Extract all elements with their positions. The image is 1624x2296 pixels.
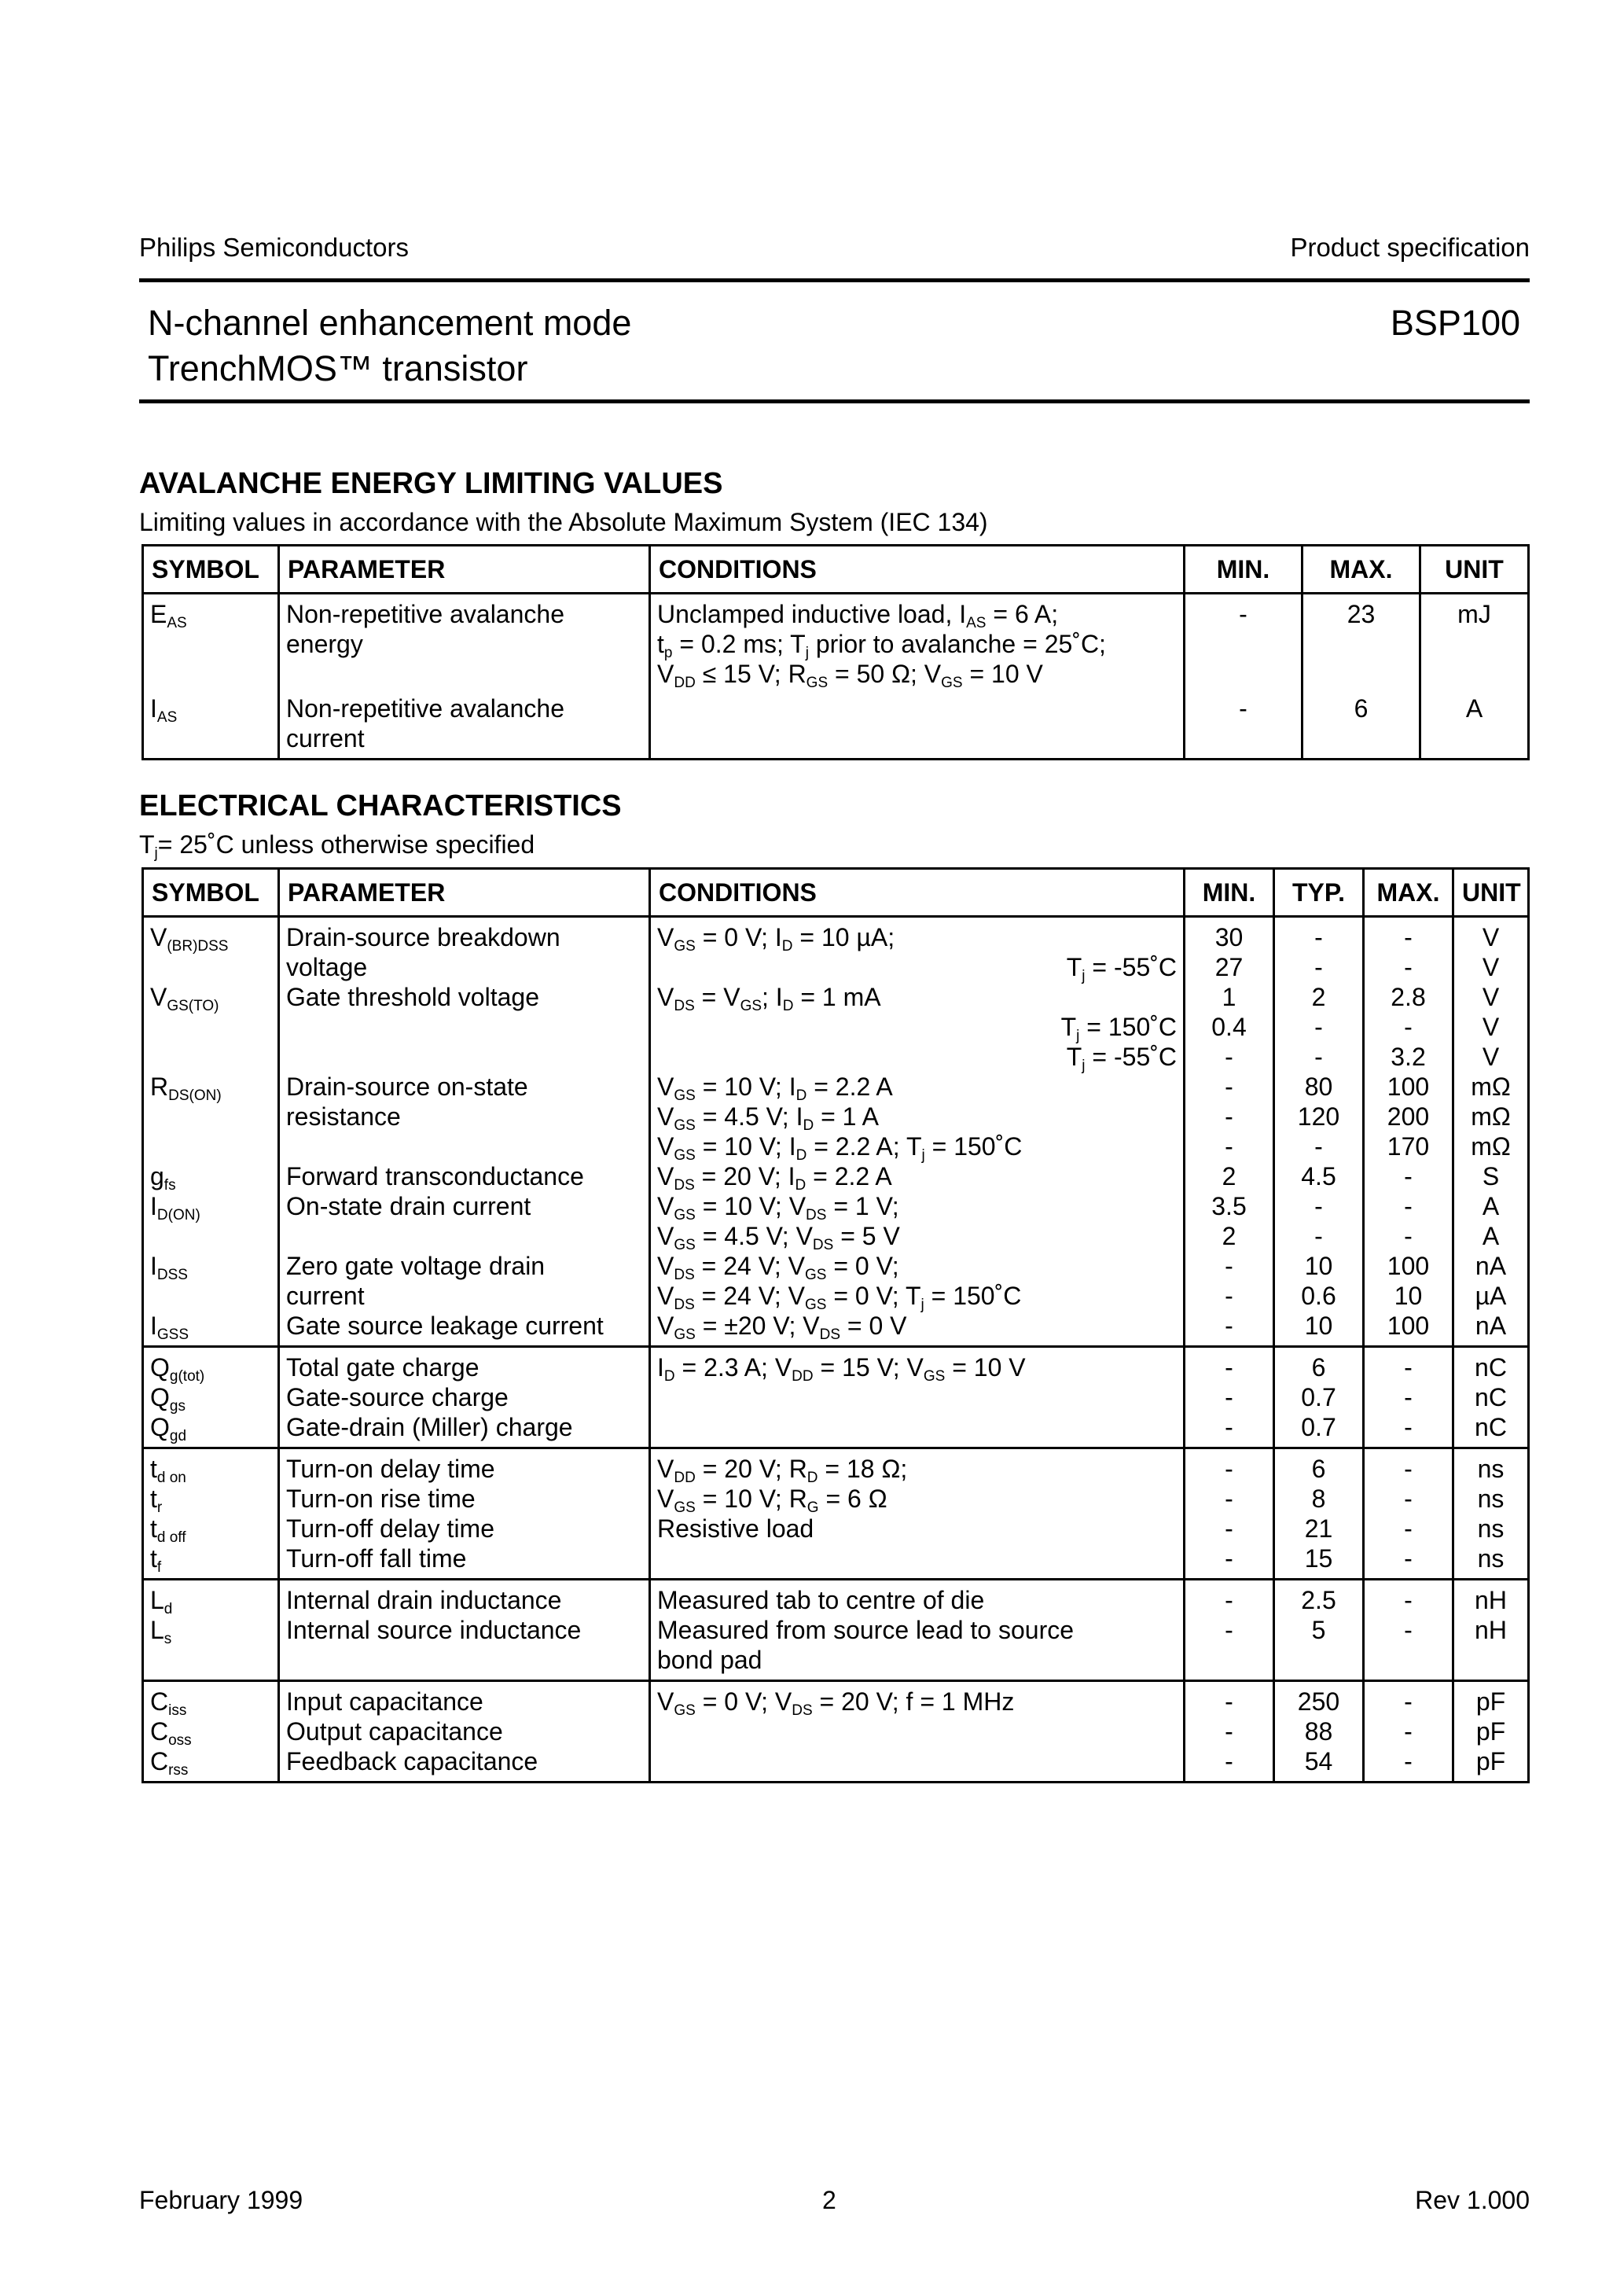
typ-cell-line: - [1314,953,1323,981]
symbol-cell-line: $V_{GS(TO)}$ [150,983,219,1014]
conditions-cell-line: bond pad [657,1646,762,1674]
unit-cell-line: V [1482,953,1500,981]
symbol-cell-line: $I_{DSS}$ [150,1252,188,1283]
parameter-cell-line [286,1645,642,1675]
typ-cell-line: 8 [1311,1485,1326,1513]
max-cell [1364,1448,1453,1580]
conditions-cell-line: Resistive load [657,1514,814,1543]
typ-cell-line: 10 [1304,1252,1333,1280]
typ-cell [1274,1347,1364,1448]
unit-cell [1453,1681,1529,1783]
parameter-cell-line: Input capacitance [286,1687,483,1716]
avalanche-table [141,544,1530,760]
min-cell-line: - [1225,1514,1233,1543]
typ-cell-line: 6 [1311,1353,1326,1382]
avalanche-section-subtitle: Limiting values in accordance with the Absolute Maximum System (IEC 134) [139,508,988,536]
table-row [143,694,1529,760]
max-cell-line: - [1404,1717,1413,1746]
unit-cell [1453,1448,1529,1580]
unit-cell-line: nA [1475,1312,1507,1340]
max-cell-line: - [1404,1687,1413,1716]
typ-cell-line: 0.6 [1301,1282,1336,1310]
parameter-cell-line: Gate threshold voltage [286,983,539,1011]
max-cell-line: 3.2 [1391,1043,1426,1071]
document-type: Product specification [1290,233,1530,262]
conditions-cell-line: $t_p = 0.2$ ms; $T_j$ prior to avalanche = 25˚C; [657,630,1106,661]
parameter-cell-line: energy [286,630,363,658]
parameter-cell [279,594,650,694]
max-cell-line: - [1404,1353,1413,1382]
symbol-cell [143,594,279,694]
avalanche-header-conditions: CONDITIONS [650,546,1185,594]
unit-cell-line: pF [1475,1747,1506,1775]
min-cell-line: - [1225,1616,1233,1644]
symbol-cell-line [150,723,271,753]
symbol-cell-line: $t_f$ [150,1544,162,1576]
parameter-cell-line [286,1012,642,1042]
conditions-cell-line: $V_{DD} = 20$ V; $R_D = 18$ Ω; [657,1455,908,1486]
max-cell-line: - [1404,1013,1413,1041]
symbol-cell-line: $g_{fs}$ [150,1162,176,1194]
conditions-cell-line: $V_{GS} = 4.5$ V; $I_D = 1$ A [657,1102,879,1134]
conditions-cell-line: $V_{DD} \le 15$ V; $R_{GS} = 50$ Ω; $V_{GS} = 10$ V [657,660,1043,691]
symbol-cell-line [150,1042,271,1072]
typ-cell-line: 6 [1311,1455,1326,1483]
conditions-cell-line: $V_{DS} = 24$ V; $V_{GS} = 0$ V; $T_j$ = 150˚C [657,1282,1022,1313]
electrical-table-body [143,917,1529,1783]
max-cell-line: 100 [1387,1252,1430,1280]
max-cell-line: - [1404,1485,1413,1513]
min-cell-line: - [1225,1717,1233,1746]
parameter-cell-line: Output capacitance [286,1717,503,1746]
symbol-cell-line: $C_{rss}$ [150,1747,189,1779]
conditions-cell-line: $V_{GS} = 10$ V; $I_D = 2.2$ A; $T_j$ = 150˚C [657,1132,1023,1164]
typ-cell [1274,1681,1364,1783]
conditions-cell-line [657,1412,1177,1442]
min-cell-line: - [1225,1312,1233,1340]
unit-cell-line: pF [1475,1717,1506,1746]
symbol-cell-line [150,1131,271,1161]
table-row [143,1681,1529,1783]
conditions-cell-line [657,694,1177,723]
max-cell [1303,694,1420,760]
symbol-cell-line: $I_{D(ON)}$ [150,1192,200,1223]
parameter-cell-line: Forward transconductance [286,1162,584,1190]
parameter-cell [279,694,650,760]
symbol-cell-line: $Q_{gd}$ [150,1413,187,1444]
typ-cell-line: - [1314,1013,1323,1041]
conditions-cell-line: $I_D = 2.3$ A; $V_{DD} = 15$ V; $V_{GS} = 10$ V [657,1353,1026,1385]
symbol-cell-line [150,1221,271,1251]
max-cell [1364,1580,1453,1681]
max-cell-line: - [1404,1544,1413,1573]
min-cell-line: - [1225,1073,1233,1101]
electrical-header-typ: TYP. [1274,869,1364,917]
conditions-cell-line: $T_j$ = -55˚C [1066,1043,1177,1074]
parameter-cell-line: Gate-source charge [286,1383,509,1411]
max-cell-line [1371,1645,1446,1675]
unit-cell-line: µA [1475,1282,1507,1310]
max-cell-line: - [1404,1514,1413,1543]
electrical-header-symbol: SYMBOL [143,869,279,917]
symbol-cell-line: $C_{oss}$ [150,1717,192,1749]
max-cell-line: 23 [1347,600,1376,628]
typ-cell-line [1281,1645,1356,1675]
parameter-cell-line: current [286,724,365,752]
conditions-cell-line: $T_j$ = 150˚C [1060,1013,1177,1044]
table-row [143,917,1529,1347]
parameter-cell-line [286,1131,642,1161]
min-cell-line: - [1239,694,1247,723]
footer-revision: Rev 1.000 [1415,2186,1530,2214]
max-cell-line: 200 [1387,1102,1430,1131]
max-cell-line: - [1404,923,1413,951]
typ-cell-line: 0.7 [1301,1383,1336,1411]
unit-cell-line: V [1482,923,1500,951]
parameter-cell-line: On-state drain current [286,1192,531,1220]
typ-cell-line: 21 [1304,1514,1333,1543]
max-cell-line: - [1404,1162,1413,1190]
unit-cell-line: mΩ [1471,1073,1511,1101]
parameter-cell-line: Total gate charge [286,1353,479,1382]
conditions-cell [650,1448,1185,1580]
min-cell-line: - [1225,1102,1233,1131]
symbol-cell-line: $I_{GSS}$ [150,1312,189,1343]
min-cell-line: - [1225,1132,1233,1161]
symbol-cell-line: $L_d$ [150,1586,173,1617]
conditions-cell-line [657,1716,1177,1746]
typ-cell-line: 2.5 [1301,1586,1336,1614]
symbol-cell-line: $I_{AS}$ [150,694,178,726]
min-cell [1185,1580,1274,1681]
footer-date: February 1999 [139,2186,303,2214]
symbol-cell-line [150,1102,271,1131]
parameter-cell-line: Turn-on delay time [286,1455,495,1483]
symbol-cell [143,1681,279,1783]
max-cell [1364,1347,1453,1448]
symbol-cell-line [150,952,271,982]
electrical-table-header [143,869,1529,917]
typ-cell-line: 5 [1311,1616,1326,1644]
table-row [143,594,1529,694]
conditions-cell-line [657,1382,1177,1412]
typ-cell-line: - [1314,1132,1323,1161]
parameter-cell-line: Drain-source breakdown [286,923,560,951]
avalanche-table-body [143,594,1529,760]
symbol-cell-line [150,629,271,659]
unit-cell-line: V [1482,983,1500,1011]
unit-cell-line: ns [1477,1514,1505,1543]
parameter-cell [279,1681,650,1783]
typ-cell-line: - [1314,1222,1323,1250]
max-cell [1303,594,1420,694]
unit-cell-line: A [1482,1192,1500,1220]
unit-cell-line: pF [1475,1687,1506,1716]
typ-cell-line: 15 [1304,1544,1333,1573]
electrical-header-min: MIN. [1185,869,1274,917]
header-rule-top [139,278,1530,282]
conditions-cell [650,694,1185,760]
min-cell-line: - [1225,1455,1233,1483]
unit-cell [1453,1347,1529,1448]
unit-cell-line: V [1482,1013,1500,1041]
unit-cell-line: nA [1475,1252,1507,1280]
symbol-cell [143,1448,279,1580]
min-cell [1185,1448,1274,1580]
typ-cell [1274,917,1364,1347]
typ-cell-line: 4.5 [1301,1162,1336,1190]
avalanche-header-symbol: SYMBOL [143,546,279,594]
max-cell-line: 2.8 [1391,983,1426,1011]
avalanche-header-min: MIN. [1185,546,1303,594]
unit-cell [1453,1580,1529,1681]
max-cell-line: 6 [1354,694,1369,723]
unit-cell-line: nH [1475,1616,1507,1644]
symbol-cell-line [150,659,271,689]
parameter-cell-line: Drain-source on-state [286,1073,528,1101]
product-title-line2: TrenchMOS™ transistor [148,348,528,388]
unit-cell [1420,594,1529,694]
parameter-cell-line: Turn-on rise time [286,1485,476,1513]
min-cell-line: - [1225,1586,1233,1614]
min-cell [1185,594,1303,694]
min-cell-line: 0.4 [1211,1013,1247,1041]
parameter-cell-line: Gate source leakage current [286,1312,604,1340]
unit-cell-line: mJ [1457,600,1491,628]
footer-page-number: 2 [822,2186,836,2214]
electrical-header-unit: UNIT [1453,869,1529,917]
symbol-cell-line: $Q_{g(tot)}$ [150,1353,205,1385]
max-cell-line: - [1404,1455,1413,1483]
parameter-cell-line: Turn-off delay time [286,1514,494,1543]
min-cell-line: - [1225,1353,1233,1382]
parameter-cell [279,1448,650,1580]
min-cell-line: - [1225,1252,1233,1280]
symbol-cell-line [150,1281,271,1311]
unit-cell [1420,694,1529,760]
conditions-cell-line: $V_{GS} = 0$ V; $V_{DS} = 20$ V; f = 1 MHz [657,1687,1015,1719]
min-cell-line: 27 [1214,953,1244,981]
max-cell [1364,1681,1453,1783]
conditions-cell-line [657,1746,1177,1776]
parameter-cell-line: Internal source inductance [286,1616,582,1644]
unit-cell-line: A [1482,1222,1500,1250]
symbol-cell-line: $R_{DS(ON)}$ [150,1073,222,1104]
min-cell-line: - [1239,600,1247,628]
max-cell-line: - [1404,1222,1413,1250]
symbol-cell-line: $V_{(BR)DSS}$ [150,923,229,955]
max-cell-line: - [1404,1413,1413,1441]
electrical-header-conditions: CONDITIONS [650,869,1185,917]
typ-cell-line: - [1314,923,1323,951]
parameter-cell [279,917,650,1347]
unit-cell-line: A [1465,694,1483,723]
typ-cell-line: 10 [1304,1312,1333,1340]
product-title-line1: N-channel enhancement mode [148,303,632,343]
avalanche-table-header [143,546,1529,594]
unit-cell-line: V [1482,1043,1500,1071]
typ-cell-line: 54 [1304,1747,1333,1775]
symbol-cell [143,1347,279,1448]
symbol-cell [143,917,279,1347]
min-cell-line: - [1225,1383,1233,1411]
conditions-cell-line: Measured from source lead to source [657,1616,1075,1644]
parameter-cell-line: Internal drain inductance [286,1586,562,1614]
unit-cell-line: nC [1475,1353,1507,1382]
min-cell [1185,1347,1274,1448]
symbol-cell-line: $E_{AS}$ [150,600,187,631]
parameter-cell-line: Non-repetitive avalanche [286,694,564,723]
header-rule-bottom [139,399,1530,403]
parameter-cell [279,1580,650,1681]
symbol-cell-line [150,1012,271,1042]
min-cell-line: 3.5 [1211,1192,1247,1220]
min-cell [1185,694,1303,760]
electrical-table [141,867,1530,1783]
typ-cell [1274,1448,1364,1580]
conditions-cell-line: $V_{GS} = \pm 20$ V; $V_{DS} = 0$ V [657,1312,907,1343]
max-cell-line: - [1404,1747,1413,1775]
table-row [143,1347,1529,1448]
conditions-cell [650,917,1185,1347]
typ-cell-line: 120 [1297,1102,1340,1131]
symbol-cell [143,1580,279,1681]
min-cell-line: - [1225,1282,1233,1310]
typ-cell-line: 0.7 [1301,1413,1336,1441]
conditions-cell-line: $T_j$ = -55˚C [1066,953,1177,984]
max-cell-line: - [1404,1616,1413,1644]
symbol-cell-line: $t_{d off}$ [150,1514,186,1546]
conditions-cell-line: $V_{DS} = 24$ V; $V_{GS} = 0$ V; [657,1252,899,1283]
max-cell-line: - [1404,953,1413,981]
max-cell-line: 10 [1394,1282,1423,1310]
parameter-cell-line: Feedback capacitance [286,1747,538,1775]
electrical-header-max: MAX. [1364,869,1453,917]
conditions-cell-line: $V_{DS} = V_{GS}$; $I_D = 1$ mA [657,983,881,1014]
conditions-cell-line: $V_{GS} = 10$ V; $V_{DS} = 1$ V; [657,1192,899,1223]
min-cell-line: 1 [1222,983,1236,1011]
typ-cell-line: 80 [1304,1073,1333,1101]
typ-cell-line: 250 [1297,1687,1340,1716]
min-cell-line: 2 [1222,1222,1236,1250]
conditions-cell-line [657,723,1177,753]
conditions-cell-line: $V_{GS} = 10$ V; $R_G = 6$ Ω [657,1485,887,1516]
min-cell-line: - [1225,1747,1233,1775]
conditions-cell-line: Unclamped inductive load, $I_{AS} = 6$ A; [657,600,1059,631]
min-cell-line [1192,1645,1266,1675]
electrical-section-subtitle: $T_j=$ 25˚C unless otherwise specified [139,830,535,862]
conditions-cell-line: $V_{GS} = 4.5$ V; $V_{DS} = 5$ V [657,1222,900,1253]
conditions-cell [650,1681,1185,1783]
conditions-cell-line: Measured tab to centre of die [657,1586,985,1614]
conditions-cell-line: $V_{GS} = 0$ V; $I_D = 10$ µA; [657,923,895,955]
product-title [148,300,631,392]
symbol-cell-line: $L_s$ [150,1616,172,1647]
max-cell-line: - [1404,1383,1413,1411]
unit-cell-line [1460,1645,1521,1675]
max-cell-line: 100 [1387,1312,1430,1340]
unit-cell-line: ns [1477,1544,1505,1573]
parameter-cell-line: voltage [286,953,368,981]
max-cell-line: 100 [1387,1073,1430,1101]
unit-cell [1453,917,1529,1347]
min-cell [1185,917,1274,1347]
parameter-cell-line [286,1221,642,1251]
parameter-cell-line: resistance [286,1102,401,1131]
symbol-cell-line: $C_{iss}$ [150,1687,187,1719]
min-cell-line: - [1225,1043,1233,1071]
symbol-cell-line: $t_{d on}$ [150,1455,186,1486]
typ-cell [1274,1580,1364,1681]
typ-cell-line: 2 [1311,983,1326,1011]
max-cell [1364,917,1453,1347]
parameter-cell-line: Turn-off fall time [286,1544,467,1573]
parameter-cell-line [286,659,642,689]
symbol-cell-line [150,1645,271,1675]
symbol-cell [143,694,279,760]
typ-cell-line: - [1314,1043,1323,1071]
avalanche-header-max: MAX. [1303,546,1420,594]
symbol-cell-line: $Q_{gs}$ [150,1383,186,1415]
part-number: BSP100 [1390,303,1520,343]
parameter-cell-line: Zero gate voltage drain [286,1252,546,1280]
parameter-cell-line: Gate-drain (Miller) charge [286,1413,573,1441]
avalanche-header-parameter: PARAMETER [279,546,650,594]
min-cell-line: - [1225,1687,1233,1716]
avalanche-section-title: AVALANCHE ENERGY LIMITING VALUES [139,467,723,500]
min-cell-line: 2 [1222,1162,1236,1190]
conditions-cell-line: $V_{DS} = 20$ V; $I_D = 2.2$ A [657,1162,892,1194]
unit-cell-line: S [1482,1162,1500,1190]
max-cell-line: - [1404,1192,1413,1220]
conditions-cell-line [657,1544,1177,1573]
min-cell-line: - [1225,1485,1233,1513]
company-name: Philips Semiconductors [139,233,409,262]
unit-cell-line: ns [1477,1455,1505,1483]
min-cell-line: - [1225,1544,1233,1573]
unit-cell-line: nC [1475,1413,1507,1441]
conditions-cell [650,1347,1185,1448]
typ-cell-line: - [1314,1192,1323,1220]
unit-cell-line: ns [1477,1485,1505,1513]
min-cell-line: - [1225,1413,1233,1441]
conditions-cell [650,1580,1185,1681]
unit-cell-line: mΩ [1471,1132,1511,1161]
conditions-cell-line: $V_{GS} = 10$ V; $I_D = 2.2$ A [657,1073,893,1104]
table-row [143,1580,1529,1681]
unit-cell-line: mΩ [1471,1102,1511,1131]
parameter-cell-line: Non-repetitive avalanche [286,600,564,628]
min-cell-line: 30 [1214,923,1244,951]
parameter-cell-line [286,1042,642,1072]
typ-cell-line: 88 [1304,1717,1333,1746]
table-row [143,1448,1529,1580]
max-cell-line: - [1404,1586,1413,1614]
electrical-header-parameter: PARAMETER [279,869,650,917]
avalanche-header-unit: UNIT [1420,546,1529,594]
unit-cell-line: nC [1475,1383,1507,1411]
symbol-cell-line: $t_r$ [150,1485,163,1516]
parameter-cell [279,1347,650,1448]
unit-cell-line: nH [1475,1586,1507,1614]
min-cell [1185,1681,1274,1783]
electrical-section-title: ELECTRICAL CHARACTERISTICS [139,789,622,822]
conditions-cell [650,594,1185,694]
parameter-cell-line: current [286,1282,365,1310]
max-cell-line: 170 [1387,1132,1430,1161]
